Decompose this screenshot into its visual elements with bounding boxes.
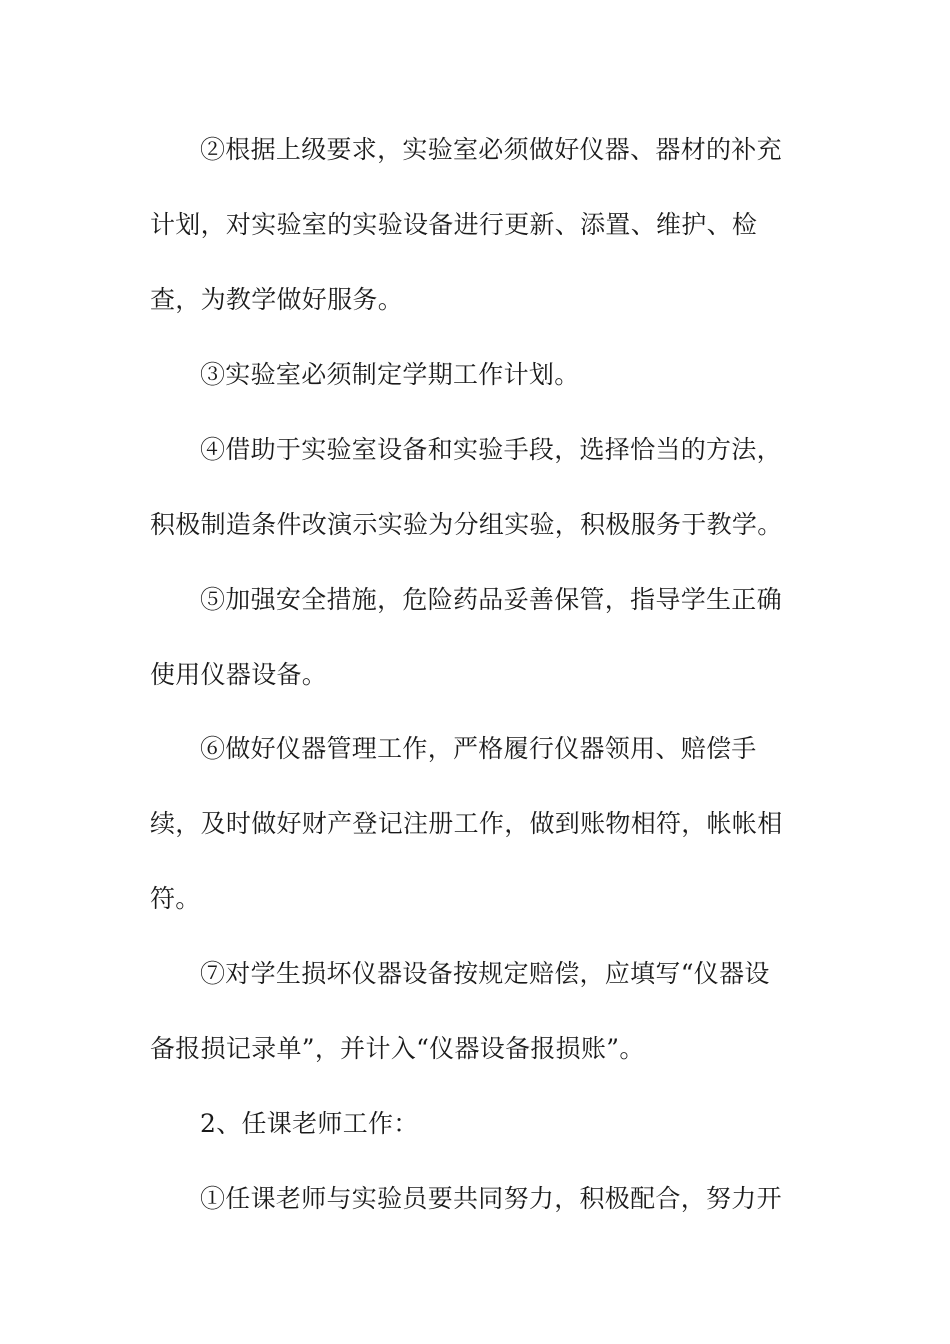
paragraph-line: 符。: [150, 884, 201, 913]
section-heading: 2、任课老师工作：: [200, 1109, 419, 1138]
paragraph-line: 续，及时做好财产登记注册工作，做到账物相符，帐帐相: [150, 809, 783, 838]
paragraph-line: 计划，对实验室的实验设备进行更新、添置、维护、检: [150, 210, 758, 239]
paragraph-line: ⑤加强安全措施，危险药品妥善保管，指导学生正确: [200, 585, 782, 614]
paragraph-line: 备报损记录单”，并计入“仪器设备报损账”。: [150, 1034, 645, 1063]
paragraph-line: ②根据上级要求，实验室必须做好仪器、器材的补充: [200, 135, 782, 164]
paragraph-line: 积极制造条件改演示实验为分组实验，积极服务于教学。: [150, 510, 783, 539]
paragraph-line: ①任课老师与实验员要共同努力，积极配合，努力开: [200, 1184, 782, 1213]
paragraph-line: ⑥做好仪器管理工作，严格履行仪器领用、赔偿手: [200, 734, 757, 763]
paragraph-line: ⑦对学生损坏仪器设备按规定赔偿，应填写“仪器设: [200, 959, 770, 988]
paragraph-line: 查，为教学做好服务。: [150, 285, 404, 314]
paragraph-line: ④借助于实验室设备和实验手段，选择恰当的方法，: [200, 435, 782, 464]
paragraph-line: 使用仪器设备。: [150, 660, 328, 689]
paragraph-line: ③实验室必须制定学期工作计划。: [200, 360, 580, 389]
